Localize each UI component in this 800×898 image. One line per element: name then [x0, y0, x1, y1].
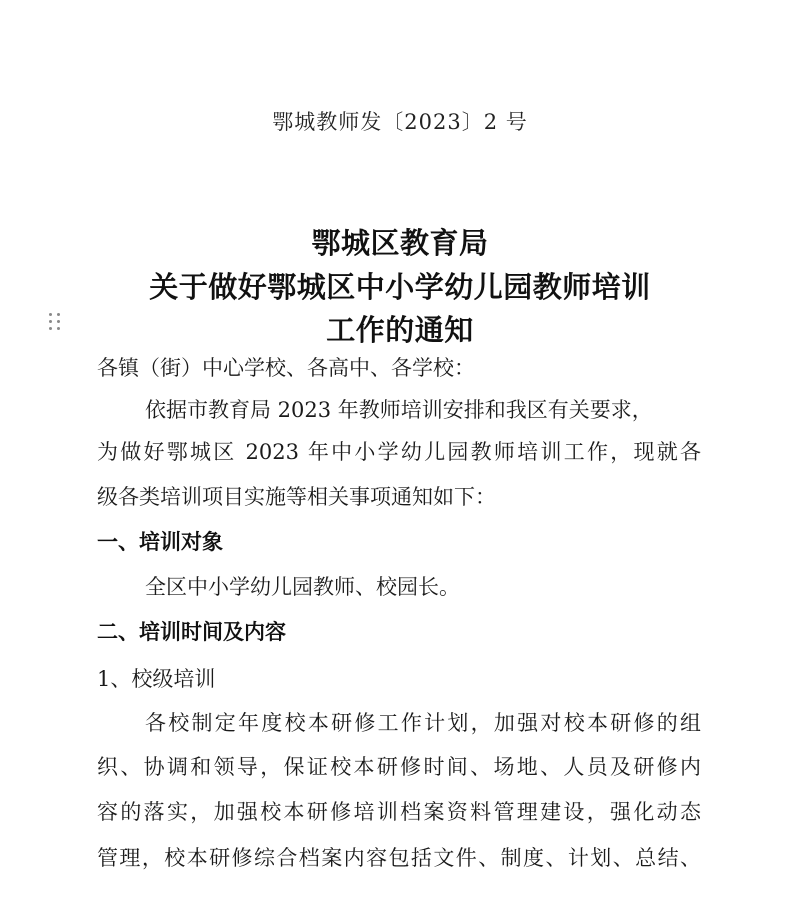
- intro-line-3: 级各类培训项目实施等相关事项通知如下：: [97, 485, 496, 509]
- title-line-2: 关于做好鄂城区中小学幼儿园教师培训: [149, 270, 651, 304]
- subsection-1-heading: 1、校级培训: [97, 667, 216, 691]
- subsection-1-line-3: 容的落实，加强校本研修培训档案资料管理建设，强化动态: [97, 800, 701, 824]
- title-line-1: 鄂城区教育局: [311, 226, 489, 260]
- drag-handle-icon[interactable]: [49, 313, 63, 331]
- intro-line-1: 依据市教育局 2023 年教师培训安排和我区有关要求，: [145, 398, 653, 422]
- section-1-text: 全区中小学幼儿园教师、校园长。: [145, 575, 460, 599]
- salutation: 各镇（街）中心学校、各高中、各学校：: [97, 356, 475, 380]
- section-1-heading: 一、培训对象: [97, 530, 223, 554]
- subsection-1-line-1: 各校制定年度校本研修工作计划，加强对校本研修的组: [145, 711, 701, 735]
- title-line-3: 工作的通知: [326, 313, 474, 347]
- section-2-heading: 二、培训时间及内容: [97, 620, 286, 644]
- subsection-1-line-4: 管理，校本研修综合档案内容包括文件、制度、计划、总结、: [97, 846, 701, 870]
- subsection-1-line-2: 织、协调和领导，保证校本研修时间、场地、人员及研修内: [97, 755, 701, 779]
- intro-line-2: 为做好鄂城区 2023 年中小学幼儿园教师培训工作，现就各: [97, 440, 701, 464]
- document-number: 鄂城教师发〔2023〕2 号: [272, 110, 528, 134]
